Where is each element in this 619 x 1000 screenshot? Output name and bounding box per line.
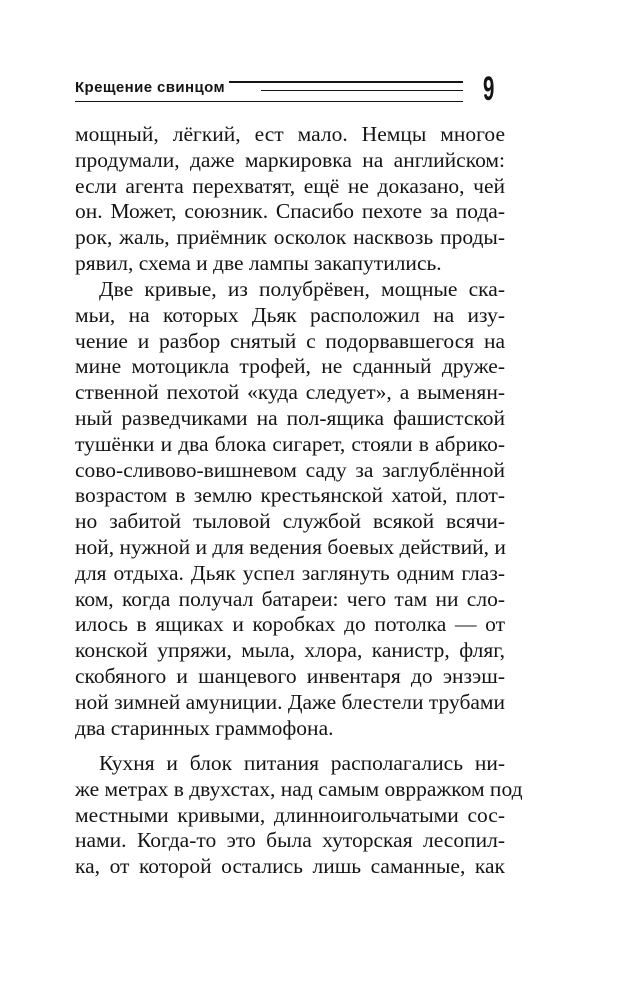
text-line: но забитой тыловой службой всякой всячи-: [75, 509, 505, 534]
text-line: илось в ящиках и коробках до потолка — от: [75, 612, 505, 637]
running-title: Крещение свинцом: [75, 79, 229, 96]
text-line: чение и разбор снятый с подорвавшегося на: [75, 328, 505, 353]
paragraph-kitchen: [75, 751, 523, 880]
text-line: Две кривые, из полубрёвен, мощные ска-: [99, 277, 505, 301]
text-line: Кухня и блок питания располагались ни-: [99, 751, 505, 775]
text-line: сово-сливово-вишневом саду за заглублённой: [75, 457, 505, 482]
text-line: тушёнки и два блока сигарет, стояли в абрико-: [75, 431, 505, 456]
header-rule-bottom: [75, 101, 463, 102]
text-line: он. Может, союзник. Спасибо пехоте за пода-: [75, 199, 505, 224]
text-line: мощный, лёгкий, ест мало. Немцы многое: [75, 122, 505, 146]
text-line: ком, когда получал батареи: чего там ни сло-: [75, 586, 505, 611]
page-number: 9: [483, 70, 495, 108]
header-rule-middle: [261, 90, 463, 91]
text-line: же метрах в двухстах, над самым оврражком под: [75, 776, 523, 801]
text-line: мине мотоцикла трофей, не сданный друже-: [75, 354, 505, 379]
text-line: ственной пехотой «куда следует», а выменян-: [75, 380, 505, 405]
text-line: ный разведчиками на пол-ящика фашистской: [75, 405, 505, 430]
text-line: рявил, схема и две лампы закапутились.: [75, 250, 442, 275]
running-header: [75, 70, 505, 108]
text-line: продумали, даже маркировка на английском:: [75, 147, 505, 172]
text-line: два старинных граммофона.: [75, 715, 334, 740]
text-line: ной зимней амуниции. Даже блестели трубами: [75, 689, 506, 714]
text-line: местными кривыми, длинноигольчатыми сос-: [75, 802, 505, 827]
paragraph-continuation: [75, 122, 505, 277]
text-line: если агента перехватят, ещё не доказано, чей: [75, 173, 505, 198]
text-line: возрастом в землю крестьянской хатой, плот-: [75, 483, 505, 508]
text-line: рок, жаль, приёмник осколок насквозь проды-: [75, 225, 505, 250]
text-line: мьи, на которых Дьяк расположил на изу-: [75, 302, 505, 327]
text-line: нами. Когда-то это была хуторская лесопил-: [75, 828, 505, 853]
text-line: конской упряжи, мыла, хлора, канистр, фляг,: [75, 638, 505, 663]
paragraph-benches: [75, 277, 505, 741]
text-line: ной, нужной и для ведения боевых действий, и: [75, 534, 506, 559]
text-line: для отдыха. Дьяк успел заглянуть одним глаз-: [75, 560, 505, 585]
text-line: скобяного и шанцевого инвентаря до энзэш-: [75, 663, 505, 688]
text-line: ка, от которой остались лишь саманные, как: [75, 854, 505, 879]
